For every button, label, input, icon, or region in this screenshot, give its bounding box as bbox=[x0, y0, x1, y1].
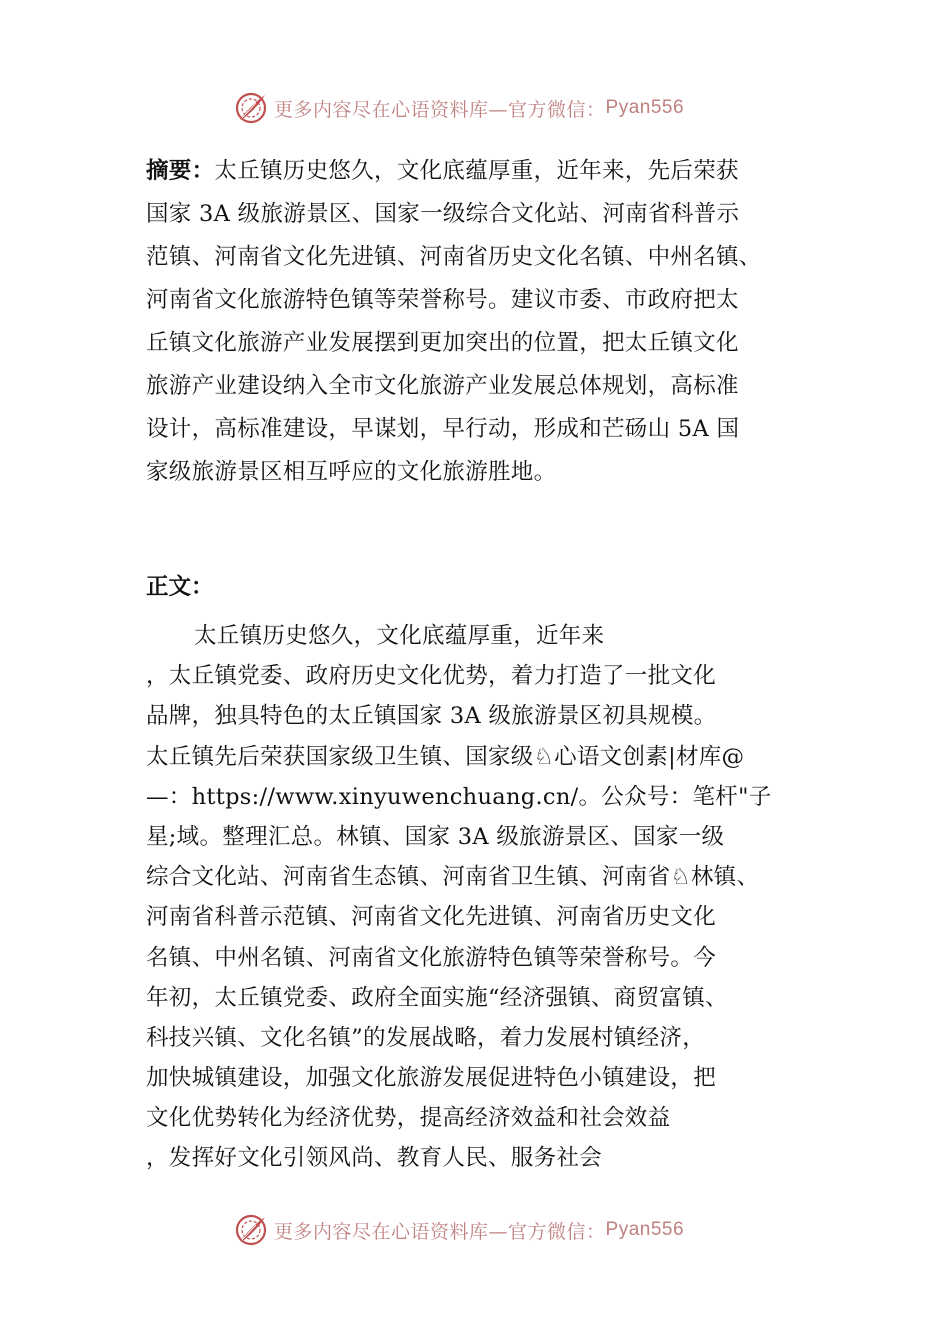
footer-banner bbox=[234, 1210, 684, 1250]
body-line: 河南省科普示范镇、河南省文化先进镇、河南省历史文化 bbox=[146, 904, 717, 931]
body-section bbox=[146, 616, 836, 1179]
body-line: ，发挥好文化引领风尚、教育人民、服务社会 bbox=[146, 1145, 603, 1172]
abstract-section bbox=[146, 150, 836, 494]
abstract-line: 范镇、河南省文化先进镇、河南省历史文化名镇、中州名镇、 bbox=[146, 244, 762, 270]
abstract-line-1: 摘要：太丘镇历史悠久，文化底蕴厚重，近年来，先后荣获 bbox=[146, 158, 739, 184]
banner-text: 更多内容尽在心语资料库—官方微信： bbox=[274, 98, 606, 121]
wechat-id: Pyan556 bbox=[605, 97, 685, 118]
wechat-id: Pyan556 bbox=[605, 1219, 685, 1240]
abstract-label: 摘要： bbox=[146, 158, 215, 184]
body-line: 星;域。整理汇总。林镇、国家 3A 级旅游景区、国家一级 bbox=[146, 823, 725, 850]
quill-logo-icon bbox=[234, 1213, 268, 1247]
body-line: 年初，太丘镇党委、政府全面实施“经济强镇、商贸富镇、 bbox=[146, 984, 728, 1011]
body-line: 文化优势转化为经济优势，提高经济效益和社会效益 bbox=[146, 1105, 671, 1132]
body-line: 名镇、中州名镇、河南省文化旅游特色镇等荣誉称号。今 bbox=[146, 944, 717, 971]
body-heading: 正文： bbox=[146, 574, 214, 600]
quill-logo-icon bbox=[234, 91, 268, 125]
abstract-line: 家级旅游景区相互呼应的文化旅游胜地。 bbox=[146, 459, 557, 485]
abstract-line: 国家 3A 级旅游景区、国家一级综合文化站、河南省科普示 bbox=[146, 201, 740, 227]
abstract-line: 河南省文化旅游特色镇等荣誉称号。建议市委、市政府把太 bbox=[146, 287, 739, 313]
body-line: ，太丘镇党委、政府历史文化优势，着力打造了一批文化 bbox=[146, 663, 717, 690]
abstract-line: 丘镇文化旅游产业发展摆到更加突出的位置，把太丘镇文化 bbox=[146, 330, 739, 356]
banner-text: 更多内容尽在心语资料库—官方微信： bbox=[274, 1220, 606, 1243]
body-line: 太丘镇历史悠久，文化底蕴厚重，近年来 bbox=[194, 623, 605, 649]
body-line: 科技兴镇、文化名镇”的发展战略，着力发展村镇经济， bbox=[146, 1024, 706, 1051]
body-line: 综合文化站、河南省生态镇、河南省卫生镇、河南省♘林镇、 bbox=[146, 864, 760, 891]
header-banner bbox=[234, 88, 684, 128]
body-line: —：https://www.xinyuwenchuang.cn/。公众号：笔杆"子 bbox=[146, 783, 772, 810]
abstract-line: 设计，高标准建设，早谋划，早行动，形成和芒砀山 5A 国 bbox=[146, 416, 740, 442]
abstract-line: 旅游产业建设纳入全市文化旅游产业发展总体规划，高标准 bbox=[146, 373, 739, 399]
body-line: 品牌，独具特色的太丘镇国家 3A 级旅游景区初具规模。 bbox=[146, 703, 717, 730]
body-line: 太丘镇先后荣获国家级卫生镇、国家级♘心语文创素|材库@ bbox=[146, 743, 745, 770]
body-line: 加快城镇建设，加强文化旅游发展促进特色小镇建设，把 bbox=[146, 1065, 717, 1092]
